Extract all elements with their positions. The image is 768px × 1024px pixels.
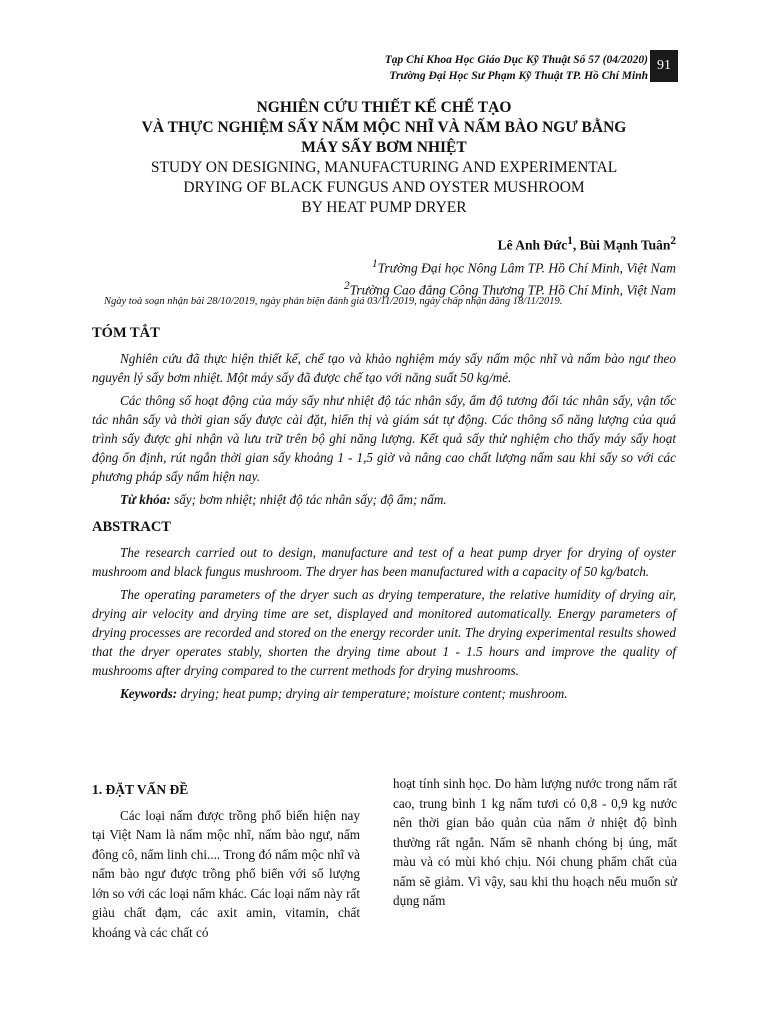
body-right-column bbox=[393, 774, 677, 911]
author-block bbox=[344, 232, 676, 300]
affiliation-2-sup: 2 bbox=[343, 280, 350, 292]
page-number: 91 bbox=[650, 50, 678, 82]
summary-heading: TÓM TẮT bbox=[92, 325, 160, 341]
summary-paragraph-1: Nghiên cứu đã thực hiện thiết kế, chế tạo và khảo nghiệm máy sấy nấm mộc nhĩ và nấm bào ngư theo nguyên lý sấy bơm nhiệt. Một máy sấy đã được chế tạo với năng suất 50 kg/mẻ. bbox=[92, 351, 676, 385]
body-right-text: hoạt tính sinh học. Do hàm lượng nước trong nấm rất cao, trung bình 1 kg nấm tươi có 0,8 - 0,9 kg nước nên thời gian bảo quản của nấm ở nhiệt độ bình thường rất ngắn. Nấm sẽ nhanh chóng bị úng, mất màu và có mùi khó chịu. Nói chung phẩm chất của nấm sẽ giảm. Vì vậy, sau khi thu hoạch nếu muốn sử dụng nấm bbox=[393, 776, 677, 908]
keywords-vn-text: sấy; bơm nhiệt; nhiệt độ tác nhân sấy; độ ẩm; nấm. bbox=[170, 492, 447, 507]
author-2: Bùi Mạnh Tuân bbox=[579, 237, 671, 253]
university-name: Trường Đại Học Sư Phạm Kỹ Thuật TP. Hồ Chí Minh bbox=[389, 70, 648, 82]
body-left-column bbox=[92, 780, 360, 942]
author-2-sup: 2 bbox=[670, 235, 676, 247]
keywords-vn bbox=[92, 490, 676, 509]
author-1: Lê Anh Đức bbox=[497, 237, 568, 253]
section-heading: 1. ĐẶT VẤN ĐỀ bbox=[92, 782, 189, 797]
body-left-text: Các loại nấm được trồng phổ biến hiện nay tại Việt Nam là nấm mộc nhĩ, nấm bào ngư, nấm đông cô, nấm linh chi.... Trong đó nấm mộc nhĩ và nấm bào ngư được trồng phổ biến với số lượng lớn so với các loại nấm khác. Các loại nấm này rất giàu chất đạm, các axit amin, vitamin, chất khoáng và các chất có bbox=[92, 807, 360, 940]
author-names bbox=[344, 232, 676, 255]
abstract-heading: ABSTRACT bbox=[92, 519, 171, 535]
keywords-en bbox=[92, 684, 676, 703]
author-separator: , bbox=[572, 237, 580, 253]
keywords-vn-label: Từ khóa: bbox=[120, 492, 171, 507]
keywords-en-text: drying; heat pump; drying air temperature; moisture content; mushroom. bbox=[177, 686, 568, 701]
title-vn-line-1: NGHIÊN CỨU THIẾT KẾ CHẾ TẠO bbox=[256, 99, 512, 116]
title-english bbox=[0, 158, 768, 218]
abstract-paragraph-2: The operating parameters of the dryer such as drying temperature, the relative humidity of drying air, drying air velocity and drying time are set, displayed and monitored automatically. Energy parameters of drying processes are recorded and stored on the energy recorder unit. The drying experimental results showed that the dryer operates stably, shorten the drying time about 1 - 1.5 hours and improve the quality of mushrooms after drying compared to the current methods for drying mushrooms. bbox=[92, 587, 676, 678]
abstract-paragraph-1: The research carried out to design, manufacture and test of a heat pump dryer for drying of oyster mushroom and black fungus mushroom. The dryer has been manufactured with a capacity of 50 kg/batch. bbox=[92, 545, 676, 579]
author-1-sup: 1 bbox=[567, 235, 573, 247]
abstract-english bbox=[92, 518, 676, 707]
keywords-en-label: Keywords: bbox=[120, 686, 178, 701]
submission-dates: Ngày toà soạn nhận bài 28/10/2019, ngày phản biện đánh giá 03/11/2019, ngày chấp nhận đăng 18/11/2019. bbox=[104, 296, 563, 307]
journal-header bbox=[385, 52, 648, 84]
affiliation-1-sup: 1 bbox=[372, 257, 378, 270]
title-vietnamese bbox=[0, 98, 768, 158]
title-en-line-2: DRYING OF BLACK FUNGUS AND OYSTER MUSHROOM bbox=[183, 179, 585, 196]
journal-name: Tạp Chí Khoa Học Giáo Dục Kỹ Thuật Số 57 (04/2020) bbox=[384, 54, 648, 66]
title-vn-line-3: MÁY SẤY BƠM NHIỆT bbox=[301, 139, 467, 156]
title-vn-line-2: VÀ THỰC NGHIỆM SẤY NẤM MỘC NHĨ VÀ NẤM BÀO NGƯ BẰNG bbox=[141, 119, 627, 136]
affiliation-2-text: Trường Cao đẳng Công Thương TP. Hồ Chí Minh, Việt Nam bbox=[349, 282, 676, 298]
affiliation-1 bbox=[344, 255, 676, 278]
summary-vietnamese bbox=[92, 324, 676, 513]
title-en-line-1: STUDY ON DESIGNING, MANUFACTURING AND EXPERIMENTAL bbox=[150, 159, 618, 176]
summary-paragraph-2: Các thông số hoạt động của máy sấy như nhiệt độ tác nhân sấy, ẩm độ tương đối tác nhân sấy, vận tốc tác nhân sấy và thời gian sấy được cài đặt, hiển thị và giám sát tự động. Các thông số năng lượng của quá trình sấy được ghi nhận và lưu trữ trên bộ ghi năng lượng. Kết quả sấy thử nghiệm cho thấy máy sấy hoạt động ổn định, rút ngắn thời gian sấy khoảng 1 - 1,5 giờ và nâng cao chất lượng nấm sau khi sấy so với các phương pháp sấy nấm hiện nay. bbox=[92, 393, 676, 484]
title-en-line-3: BY HEAT PUMP DRYER bbox=[301, 199, 467, 216]
affiliation-1-text: Trường Đại học Nông Lâm TP. Hồ Chí Minh, Việt Nam bbox=[377, 260, 676, 275]
